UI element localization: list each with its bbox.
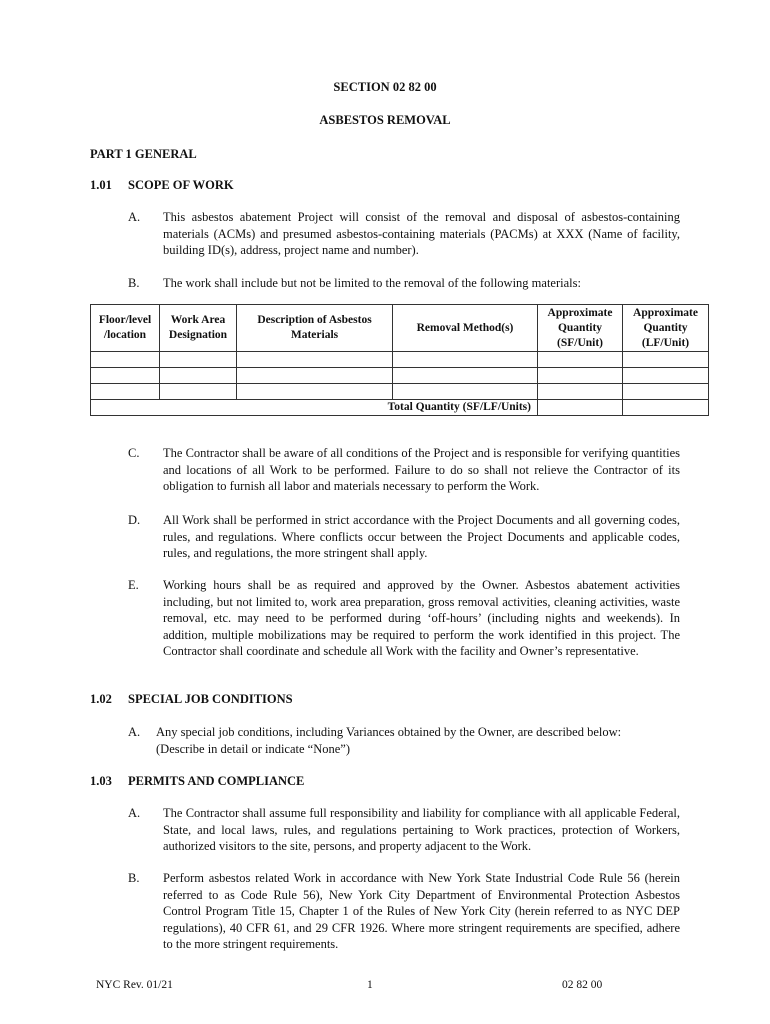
item-e-letter: E. <box>128 578 139 592</box>
special-a-line1: Any special job conditions, including Variances obtained by the Owner, are described below: <box>156 725 622 739</box>
table-cell[interactable] <box>237 384 393 400</box>
footer-section-number: 02 82 00 <box>562 979 603 991</box>
col-header-work-area: Work Area Designation <box>160 305 237 352</box>
table-cell[interactable] <box>538 352 623 368</box>
total-lf-cell[interactable] <box>623 400 709 416</box>
table-cell[interactable] <box>393 384 538 400</box>
permits-b-text: Perform asbestos related Work in accordance with New York State Industrial Code Rule 56 (herein referred to as Code Rule 56), New York City Department of Environmental Protection Asbestos Control Program Title 15, Chapter 1 of the Rules of New York City (herein referred to as NYC DEP regulations), 40 CFR 61, and 29 CFR 1926. Where more stringent requirements are specified, adhere to the more stringent requirements. <box>163 871 680 951</box>
footer-page-number: 1 <box>367 979 373 991</box>
table-total-row <box>91 400 709 416</box>
permits-a-letter: A. <box>128 806 141 820</box>
item-a-text: This asbestos abatement Project will consist of the removal and disposal of asbestos-containing materials (ACMs) and presumed asbestos-containing materials (PACMs) at XXX (Name of facility, building ID(s), address, project name and number). <box>163 210 680 257</box>
table-row <box>91 352 709 368</box>
item-c-text: The Contractor shall be aware of all conditions of the Project and is responsible for verifying quantities and locations of all Work to be performed. Failure to do so shall not relieve the Contractor of its obligation to furnish all labor and materials necessary to perform the Work. <box>163 446 680 493</box>
item-c-letter: C. <box>128 446 140 460</box>
table-cell[interactable] <box>623 368 709 384</box>
section-title: ASBESTOS REMOVAL <box>319 113 451 127</box>
heading-1-02-number: 1.02 <box>90 692 112 706</box>
table-cell[interactable] <box>538 384 623 400</box>
heading-1-03-title: PERMITS AND COMPLIANCE <box>128 774 305 788</box>
materials-table <box>90 304 709 416</box>
table-cell[interactable] <box>393 352 538 368</box>
special-a-letter: A. <box>128 725 141 739</box>
table-cell[interactable] <box>160 368 237 384</box>
table-cell[interactable] <box>393 368 538 384</box>
table-cell[interactable] <box>91 368 160 384</box>
item-a-letter: A. <box>128 210 141 224</box>
table-cell[interactable] <box>538 368 623 384</box>
table-cell[interactable] <box>91 352 160 368</box>
col-header-floor: Floor/level /location <box>91 305 160 352</box>
table-cell[interactable] <box>160 384 237 400</box>
table-cell[interactable] <box>91 384 160 400</box>
item-e-text: Working hours shall be as required and approved by the Owner. Asbestos abatement activities including, but not limited to, work area preparation, gross removal activities, cleaning activities, waste removal, etc. may need to be performed during ‘off-hours’ (including nights and weekends). In addition, multiple mobilizations may be required to perform the work identified in this project. The Contractor shall coordinate and schedule all Work with the facility and Owner’s representative. <box>163 578 680 658</box>
footer-revision: NYC Rev. 01/21 <box>96 979 173 991</box>
total-quantity-label: Total Quantity (SF/LF/Units) <box>91 400 538 416</box>
heading-1-01-title: SCOPE OF WORK <box>128 178 234 192</box>
permits-b-letter: B. <box>128 871 140 885</box>
heading-1-02-title: SPECIAL JOB CONDITIONS <box>128 692 293 706</box>
special-a-line2: (Describe in detail or indicate “None”) <box>156 742 351 756</box>
col-header-description: Description of Asbestos Materials <box>237 305 393 352</box>
col-header-qty-lf: Approximate Quantity (LF/Unit) <box>623 305 709 352</box>
part-heading: PART 1 GENERAL <box>90 147 197 161</box>
table-row <box>91 384 709 400</box>
section-number: SECTION 02 82 00 <box>333 80 437 94</box>
permits-a-text: The Contractor shall assume full responsibility and liability for compliance with all applicable Federal, State, and local laws, rules, and regulations pertaining to Work practices, protection of Workers, authorized visitors to the site, persons, and property adjacent to the Work. <box>163 806 680 853</box>
col-header-removal-method: Removal Method(s) <box>393 305 538 352</box>
table-cell[interactable] <box>237 368 393 384</box>
col-header-qty-sf: Approximate Quantity (SF/Unit) <box>538 305 623 352</box>
item-d-letter: D. <box>128 513 141 527</box>
table-cell[interactable] <box>237 352 393 368</box>
table-cell[interactable] <box>160 352 237 368</box>
item-b-letter: B. <box>128 276 140 290</box>
heading-1-03-number: 1.03 <box>90 774 112 788</box>
item-b-text: The work shall include but not be limited to the removal of the following materials: <box>163 276 581 290</box>
heading-1-01-number: 1.01 <box>90 178 112 192</box>
table-header-row <box>91 305 709 352</box>
table-cell[interactable] <box>623 384 709 400</box>
total-sf-cell[interactable] <box>538 400 623 416</box>
item-d-text: All Work shall be performed in strict accordance with the Project Documents and all governing codes, rules, and regulations. Where conflicts occur between the Project Documents and applicable codes, rules, and regulations, the more stringent shall apply. <box>163 513 680 560</box>
table-cell[interactable] <box>623 352 709 368</box>
table-row <box>91 368 709 384</box>
